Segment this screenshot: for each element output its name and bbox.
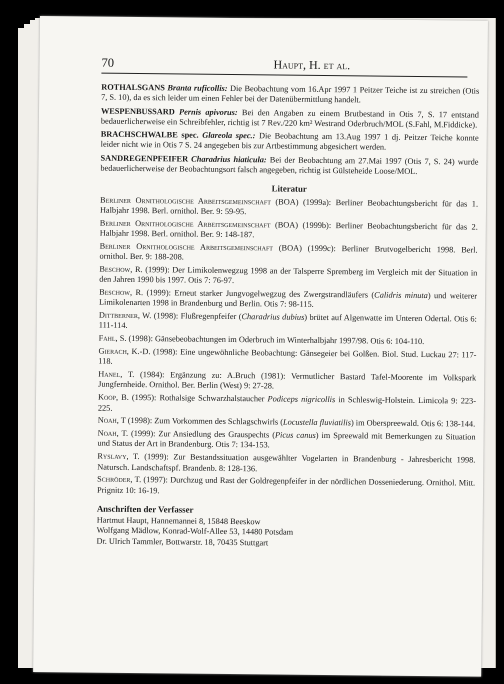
address-list	[96, 516, 474, 551]
author-address: Hartmut Haupt, Hannemannei 8, 15848 Beeskow	[96, 515, 261, 527]
species-name: ROTHALSGANS	[101, 82, 165, 93]
reference-species: Picus canus	[274, 430, 316, 441]
page-content	[96, 83, 479, 551]
reference-species: Podiceps nigricollis	[267, 394, 336, 405]
author-address: Wolfgang Mädlow, Konrad-Wolf-Allee 53, 14480 Potsdam	[96, 526, 294, 538]
reference-text-end: in Schleswig-Holstein. Limicola 9: 223-225.	[97, 395, 477, 413]
corrections-list	[100, 83, 479, 178]
species-latin: Glareola spec.:	[202, 130, 256, 141]
correction-entry	[101, 106, 479, 131]
correction-entry	[101, 83, 479, 108]
reference-author: Hanel	[98, 369, 121, 379]
reference-species: Locustella fluviatilis	[282, 417, 352, 428]
reference-author: Schröder	[97, 474, 131, 485]
reference-species: Calidris minuta	[374, 290, 428, 301]
reference-item	[100, 218, 478, 243]
entry-text: Die Beobachtung am 13.Aug 1997 1 dj. Peitzer Teiche konnte leider nicht wie in Otis 7 S. 24 angegeben bis zur Artbestimmung abgesichert werden.	[100, 131, 479, 153]
reference-item	[99, 241, 477, 266]
reference-item	[99, 334, 477, 348]
reference-text-end: (BOA) (1999b): Berliner Beobachtungsbericht für das 2. Halbjahr 1998. Berl. ornithol. Ber. 9: 148-187.	[99, 220, 478, 240]
species-name: BRACHSCHWALBE spec.	[100, 129, 199, 140]
reference-text: , R. (1999): Der Limikolenwegzug 1998 an der Talsperre Spremberg im Vergleich mit der Situation in den Jahren 1990 bis 1997. Otis 7: 76-97.	[99, 264, 478, 286]
reference-author: Fahl	[98, 333, 116, 344]
reference-text: , T. (1984): Ergänzung zu: A.Bruch (1981): Vermutlicher Bastard Tafel-Moorente im Volkspark Jungfernheide. Ornithol. Ber. Berlin (West) 9: 27-28.	[98, 369, 477, 391]
reference-author: Gierach	[98, 346, 127, 356]
reference-text-end: ) im Spreewald mit Bemerkungen zu Situation und Status der Art in Brandenburg. Otis 7: 134-153.	[97, 431, 476, 450]
page-number: 70	[101, 55, 115, 70]
reference-text: , T. (1997): Durchzug und Rast der Goldregenpfeifer in der nördlichen Dosseniederung. Ornithol. Mitt. Prignitz 10: 16-19.	[96, 475, 476, 495]
reference-author: Berliner Ornithologische Arbeitsgemeinschaft	[99, 218, 271, 230]
reference-text: , B. (1995): Rothalsige Schwarzhalstaucher	[115, 393, 268, 404]
reference-text: , W. (1998): Flußregenpfeifer (	[137, 311, 242, 322]
reference-text: , S. (1998): Gänsebeobachtungen im Oderbruch im Winterhalbjahr 1997/98. Otis 6: 104-110.	[115, 334, 425, 347]
reference-author: Noah	[97, 428, 117, 438]
entry-text: Bei der Beobachtung am 27.Mai 1997 (Otis 7, S. 24) wurde bedauerlicherweise der Beobachtungsort falsch angegeben, richtig ist Gülsteheide Loose/MOL.	[100, 155, 479, 177]
reference-item	[98, 416, 476, 430]
reference-author: Beschow	[99, 264, 131, 274]
correction-entry	[101, 130, 479, 155]
reference-item	[98, 370, 476, 395]
reference-text: , K.-D. (1998): Eine ungewöhnliche Beobachtung: Gänsegeier bei Golßen. Biol. Stud. Luckau 27: 117-118.	[98, 346, 477, 367]
species-latin: Pernis apivorus:	[178, 107, 238, 117]
reference-item	[98, 393, 476, 418]
entry-text: Die Beobachtung vom 16.Apr 1997 1 Peitzer Teiche ist zu streichen (Otis 7, S. 10), da es sich leider um einen Fehler bei der Datenübermittlung handelt.	[101, 83, 480, 105]
correction-entry	[100, 153, 478, 178]
document-page	[33, 16, 488, 677]
reference-text: , T. (1999): Zur Ansiedlung des Grauspechts (	[116, 428, 276, 440]
reference-author: Berliner Ornithologische Arbeitsgemeinschaft	[100, 195, 271, 207]
reference-author: Beschow	[99, 287, 131, 298]
reference-text: , R. (1999): Erneut starker Jungvogelwegzug des Zwergstrandläufers (	[129, 288, 375, 300]
running-head: Haupt, H. et al.	[273, 57, 351, 73]
reference-text: , T. (1999): Zur Bestandssituation ausgewählter Vogelarten in Brandenburg - Jahresbericht 1998. Natursch. Landschaftspf. Brandenb. 8: 128-136.	[97, 452, 476, 473]
reference-text-end: ) im Oberspreewald. Otis 6: 138-144.	[350, 418, 476, 429]
reference-text: , T (1998): Zum Vorkommen des Schlagschwirls (	[116, 416, 284, 427]
reference-author: Dittberner	[98, 310, 138, 321]
page-header	[101, 55, 467, 78]
reference-species: Charadrius dubius	[241, 312, 305, 322]
species-latin: Charadrius hiaticula:	[191, 154, 267, 165]
reference-list	[97, 195, 478, 499]
author-address: Dr. Ulrich Tammler, Bottwarstr. 18, 70435 Stuttgart	[96, 536, 269, 548]
reference-text-end: ) und weiterer Limikolenarten 1998 in Brandenburg und Berlin. Otis 7: 98-115.	[98, 291, 478, 310]
reference-item	[100, 195, 478, 220]
addresses-heading: Anschriften der Verfasser	[96, 503, 194, 515]
literatur-heading: Literatur	[271, 183, 307, 195]
reference-item	[97, 452, 475, 477]
reference-item	[97, 429, 475, 454]
reference-item	[99, 288, 477, 313]
reference-item	[97, 475, 475, 500]
reference-author: Berliner Ornithologische Arbeitsgemeinschaft	[99, 241, 274, 253]
species-latin: Branta ruficollis:	[167, 83, 228, 93]
species-name: SANDREGENPFEIFER	[100, 153, 189, 164]
species-name: WESPENBUSSARD	[100, 106, 175, 117]
reference-text-end: (BOA) (1999a): Berliner Beobachtungsbericht für das 1. Halbjahr 1998. Berl. ornithol. Ber. 9: 59-95.	[99, 197, 479, 217]
reference-text-end: ) brütet auf Algenwatte im Unteren Odertal. Otis 6: 111-114.	[98, 312, 477, 331]
reference-author: Ryslavy	[97, 451, 127, 462]
entry-text: Bei den Angaben zu einem Brutbestand in Otis 7, S. 17 entstand bedauerlicherweise ein Schreibfehler, richtig ist 7 Rev./220 km² Westrand Oderbruch/MOL (S.Fahl, M.Fiddicke).	[100, 107, 480, 130]
reference-item	[99, 311, 477, 336]
reference-author: Koop	[97, 392, 117, 403]
reference-item	[98, 347, 476, 372]
reference-author: Noah	[97, 415, 117, 426]
reference-item	[99, 265, 477, 290]
reference-text-end: (BOA) (1999c): Berliner Brutvogelbericht 1998. Berl. ornithol. Ber. 9: 188-208.	[99, 243, 478, 262]
